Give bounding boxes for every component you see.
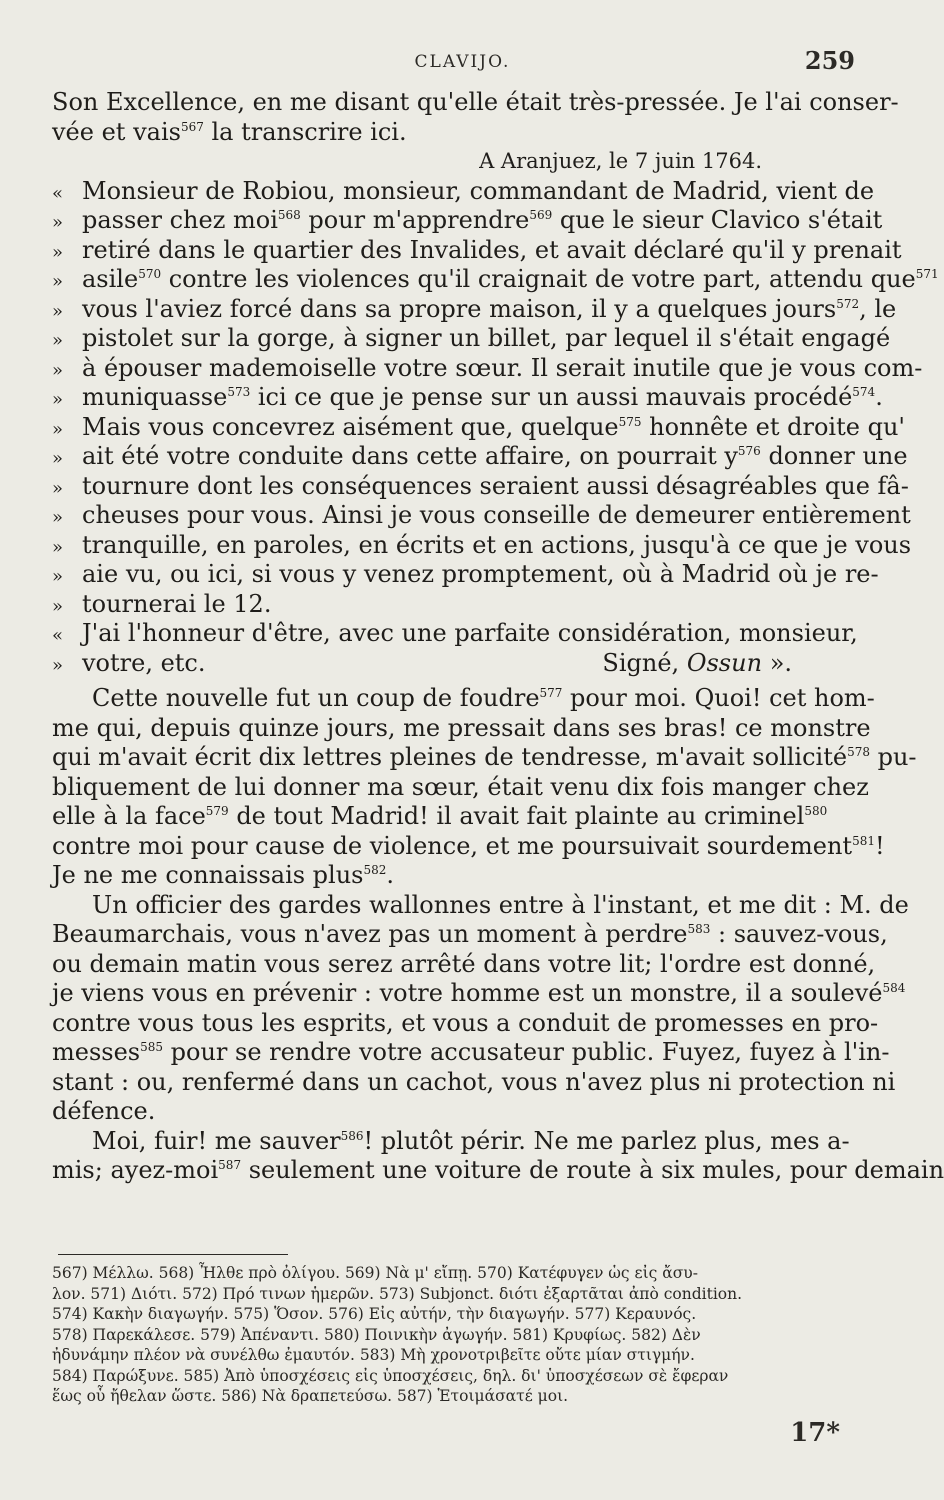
text-run: qui m'avait écrit dix lettres pleines de tendresse, m'avait sollicité [52, 743, 848, 771]
intro-line: Son Excellence, en me disant qu'elle était très-pressée. Je l'ai conser- [52, 88, 899, 116]
letter-line [52, 590, 832, 620]
text-run: Mais vous concevrez aisément que, quelque [82, 412, 619, 441]
text-run: Moi, fuir! me sauver [92, 1126, 341, 1155]
quote-mark: » [52, 448, 64, 469]
note-ref: 582 [363, 863, 387, 877]
letter-line [52, 294, 897, 325]
text-run: je viens vous en prévenir : votre homme est un monstre, il a soulevé [52, 979, 883, 1007]
text-run: donner une [760, 442, 908, 470]
text-run: mis; ayez-moi [52, 1156, 219, 1184]
page-number: 259 [804, 46, 855, 75]
signature-mark: 17* [790, 1418, 840, 1448]
narrative-line [52, 802, 832, 832]
footnote-rule [58, 1254, 288, 1255]
letter-line [52, 412, 905, 443]
narrative-line [52, 890, 909, 921]
note-ref: 576 [737, 444, 761, 458]
text-run: ! [874, 831, 885, 860]
narrative-line [52, 1038, 890, 1068]
letter-line [52, 530, 912, 561]
letter-line [52, 442, 908, 472]
quote-mark: » [52, 595, 64, 617]
note-ref: 572 [836, 296, 860, 311]
text-run: messes [52, 1038, 141, 1066]
quote-mark: » [52, 300, 64, 322]
text-run: , le [859, 294, 897, 323]
narrative-line [52, 831, 885, 862]
narrative-line [52, 979, 906, 1009]
quote-mark: » [52, 330, 64, 351]
text-run: défence. [52, 1097, 156, 1125]
narrative-line [52, 1097, 832, 1127]
text-run: stant : ou, renfermé dans un cachot, vous n'avez plus ni protection ni [52, 1067, 896, 1096]
quote-mark: » [52, 536, 64, 558]
text-run: elle à la face [52, 802, 206, 830]
letter-line [52, 383, 883, 413]
quote-mark: » [52, 389, 64, 410]
note-ref: 573 [227, 385, 251, 399]
narrative-line [52, 684, 875, 714]
text-run: Monsieur de Robiou, monsieur, commandant de Madrid, vient de [82, 176, 875, 205]
note-ref: 583 [687, 922, 711, 936]
text-run: seulement une voiture de route à six mules, pour demain [241, 1156, 944, 1184]
letter-line [52, 560, 879, 590]
narrative-line [52, 1156, 944, 1186]
letter-line [52, 206, 883, 236]
note-ref: 584 [882, 981, 906, 995]
text-run: pour moi. Quoi! cet hom- [562, 684, 875, 712]
text-run: me qui, depuis quinze jours, me pressait dans ses bras! ce monstre [52, 713, 871, 742]
quote-mark: » [52, 359, 64, 381]
text-run: Je ne me connaissais plus [52, 861, 364, 889]
note-ref: 581 [852, 833, 875, 848]
footnote-line: 567) Μέλλω. 568) Ἦλθε πρὸ ὀλίγου. 569) Νὰ μ' εἴπῃ. 570) Κατέφυγεν ὡς εἰς ἄσυ- [52, 1264, 698, 1282]
text-run: que le sieur Clavico s'était [552, 206, 883, 234]
text-run: . [386, 861, 395, 889]
note-ref: 570 [138, 267, 162, 281]
text-run: contre moi pour cause de violence, et me poursuivait sourdement [52, 831, 853, 860]
running-head: CLAVIJO. [414, 52, 511, 72]
text-run: Un officier des gardes wallonnes entre à l'instant, et me dit : M. de [92, 890, 909, 919]
text-run: ait été votre conduite dans cette affaire, on pourrait y [82, 442, 738, 470]
text-run: : sauvez-vous, [710, 920, 888, 948]
letter-line [52, 619, 858, 649]
text-run: J'ai l'honneur d'être, avec une parfaite considération, monsieur, [82, 619, 858, 647]
note-ref: 580 [804, 804, 828, 818]
note-ref: 579 [205, 804, 229, 818]
footnote-line: ἕως οὗ ἤθελαν ὥστε. 586) Νὰ δραπετεύσω. 587) Ἑτοιμάσατέ μοι. [52, 1387, 569, 1405]
main-text [52, 88, 944, 1186]
letter-line [52, 235, 902, 266]
text-run: pu- [869, 743, 917, 771]
text-run: Beaumarchais, vous n'avez pas un moment à perdre [52, 920, 688, 948]
narrative-line [52, 949, 876, 980]
text-run: passer chez moi [82, 206, 278, 234]
intro-line: vée et vais$^{567}$ la transcrire ici. [52, 117, 407, 146]
text-run: contre les violences qu'il craignait de votre part, attendu que [161, 265, 916, 293]
note-ref: 586 [340, 1128, 364, 1143]
narrative-line [52, 1126, 850, 1157]
footnote-line: ἠδυνάμην πλέον νὰ συνέλθω ἐμαυτόν. 583) Μὴ χρονοτριβεῖτε οὔτε μίαν στιγμήν. [52, 1346, 695, 1364]
narrative-line [52, 743, 917, 773]
text-run: Cette nouvelle fut un coup de foudre [92, 684, 540, 712]
letter-line [52, 501, 911, 531]
narrative-line [52, 920, 888, 950]
letter-block [52, 176, 939, 649]
text-run: contre vous tous les esprits, et vous a conduit de promesses en pro- [52, 1008, 879, 1037]
text-run: cheuses pour vous. Ainsi je vous conseille de demeurer entièrement [82, 501, 911, 529]
note-ref: 568 [277, 208, 301, 222]
narrative-line [52, 1008, 879, 1039]
note-ref: 569 [529, 208, 553, 222]
text-run: honnête et droite qu' [641, 412, 905, 441]
text-run: tournure dont les conséquences seraient aussi désagréables que fâ- [82, 471, 909, 500]
text-run: retiré dans le quartier des Invalides, et avait déclaré qu'il y prenait [82, 235, 902, 264]
text-run: bliquement de lui donner ma sœur, était venu dix fois manger chez [52, 772, 869, 801]
quote-mark: » [52, 477, 64, 499]
text-run: aie vu, ou ici, si vous y venez promptement, où à Madrid où je re- [82, 560, 879, 588]
quote-mark: » [52, 241, 64, 263]
letter-line [52, 324, 891, 354]
note-ref: 587 [218, 1158, 242, 1172]
footnotes [52, 1263, 832, 1407]
narrative-line [52, 772, 869, 803]
text-run: pour m'apprendre [300, 206, 530, 234]
narrative-block [52, 684, 944, 1186]
text-run: vous l'aviez forcé dans sa propre maison, il y a quelques jours [82, 294, 837, 323]
quote-mark: « [52, 625, 64, 646]
footnote-line: 574) Κακὴν διαγωγήν. 575) Ὅσον. 576) Εἰς αὐτήν, τὴν διαγωγήν. 577) Κεραυνός. [52, 1305, 697, 1323]
quote-mark: » [52, 271, 64, 292]
note-ref: 585 [140, 1040, 164, 1054]
footnote-line: 578) Παρεκάλεσε. 579) Ἀπέναντι. 580) Ποινικὴν ἀγωγήν. 581) Κρυφίως. 582) Δὲν [52, 1325, 701, 1344]
quote-mark: « [52, 182, 64, 204]
letter-line [52, 471, 909, 502]
text-run: muniquasse [82, 383, 228, 411]
text-run: pistolet sur la gorge, à signer un billet, par lequel il s'était engagé [82, 324, 891, 352]
text-run: tournerai le 12. [82, 589, 272, 618]
letter-line [52, 353, 923, 384]
quote-mark: » [52, 566, 64, 587]
letter-date: A Aranjuez, le 7 juin 1764. [479, 149, 762, 173]
text-run: asile [82, 265, 139, 293]
text-run: pour se rendre votre accusateur public. Fuyez, fuyez à l'in- [163, 1038, 890, 1066]
note-ref: 571 [915, 267, 939, 281]
narrative-line [52, 1067, 896, 1098]
text-run: ! plutôt périr. Ne me parlez plus, mes a- [363, 1126, 850, 1155]
text-run: ou demain matin vous serez arrêté dans votre lit; l'ordre est donné, [52, 949, 876, 978]
footnote-line: 584) Παρώξυνε. 585) Ἀπὸ ὑποσχέσεις εἰς ὑποσχέσεις, δηλ. δι' ὑποσχέσεων σὲ ἔφεραν [52, 1366, 729, 1385]
letter-line [52, 265, 939, 295]
quote-mark: » [52, 507, 64, 528]
quote-mark: » [52, 212, 64, 233]
note-ref: 575 [618, 414, 642, 429]
quote-mark: » [52, 418, 64, 440]
footnote-line: λον. 571) Διότι. 572) Πρό τινων ἡμερῶν. 573) Subjonct. διότι ἐξαρτᾶται ἀπὸ condition. [52, 1284, 743, 1303]
note-ref: 574 [852, 385, 876, 399]
text-run: à épouser mademoiselle votre sœur. Il serait inutile que je vous com- [82, 353, 923, 382]
text-run: de tout Madrid! il avait fait plainte au criminel [228, 802, 805, 830]
text-run: ici ce que je pense sur un aussi mauvais procédé [250, 383, 853, 411]
letter-closing: » votre, etc. Signé, Ossun ». [52, 648, 792, 677]
text-run: tranquille, en paroles, en écrits et en actions, jusqu'à ce que je vous [82, 530, 912, 559]
narrative-line [52, 713, 871, 744]
note-ref: 577 [539, 686, 563, 700]
narrative-line [52, 861, 832, 891]
text-run: . [875, 383, 883, 411]
note-ref: 578 [847, 745, 870, 759]
letter-line [52, 176, 875, 207]
